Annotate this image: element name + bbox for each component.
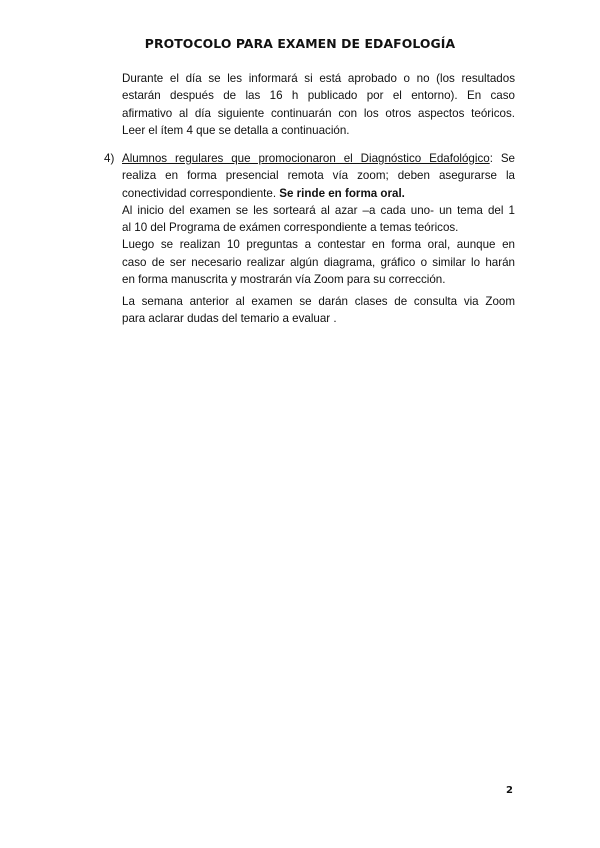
paragraph-line: Durante el día se les informará si está aprobado o no (los resultados bbox=[122, 72, 515, 85]
list-item-heading: Alumnos regulares que promocionaron el Diagnóstico Edafológico bbox=[122, 152, 490, 165]
paragraph-line: estarán después de las 16 h publicado por el entorno). En caso bbox=[122, 89, 515, 103]
paragraph-line: Leer el ítem 4 que se detalla a continuación. bbox=[122, 123, 350, 137]
list-item-line: al 10 del Programa de exámen correspondiente a temas teóricos. bbox=[122, 221, 459, 235]
list-item-text: conectividad correspondiente. bbox=[122, 186, 280, 200]
paragraph-line: para aclarar dudas del temario a evaluar . bbox=[122, 312, 337, 326]
list-item-line: realiza en forma presencial remota vía zoom; deben asegurarse la bbox=[122, 169, 515, 183]
list-item-line: Luego se realizan 10 preguntas a contestar en forma oral, aunque en bbox=[122, 238, 515, 252]
list-item-marker: 4) bbox=[104, 152, 115, 165]
list-item-line: Al inicio del examen se les sorteará al azar –a cada uno- un tema del 1 bbox=[122, 203, 515, 217]
paragraph-line: La semana anterior al examen se darán clases de consulta via Zoom bbox=[122, 295, 515, 308]
paragraph-results-info bbox=[122, 70, 515, 139]
list-item-4 bbox=[122, 150, 515, 288]
oral-exam-emphasis: Se rinde en forma oral. bbox=[279, 186, 405, 200]
paragraph-consultation-classes bbox=[122, 293, 515, 328]
list-item-line: en forma manuscrita y mostrarán vía Zoom para su corrección. bbox=[122, 273, 446, 287]
paragraph-line: afirmativo al día siguiente continuarán con los otros aspectos teóricos. bbox=[122, 106, 515, 120]
list-item-heading-suffix: : Se bbox=[489, 152, 516, 165]
document-title: PROTOCOLO PARA EXAMEN DE EDAFOLOGÍA bbox=[144, 36, 456, 51]
list-item-line: caso de ser necesario realizar algún diagrama, gráfico o similar lo harán bbox=[122, 255, 515, 269]
list-item-line bbox=[122, 185, 515, 202]
list-item-heading-line bbox=[122, 150, 515, 167]
page-number: 2 bbox=[506, 785, 513, 796]
